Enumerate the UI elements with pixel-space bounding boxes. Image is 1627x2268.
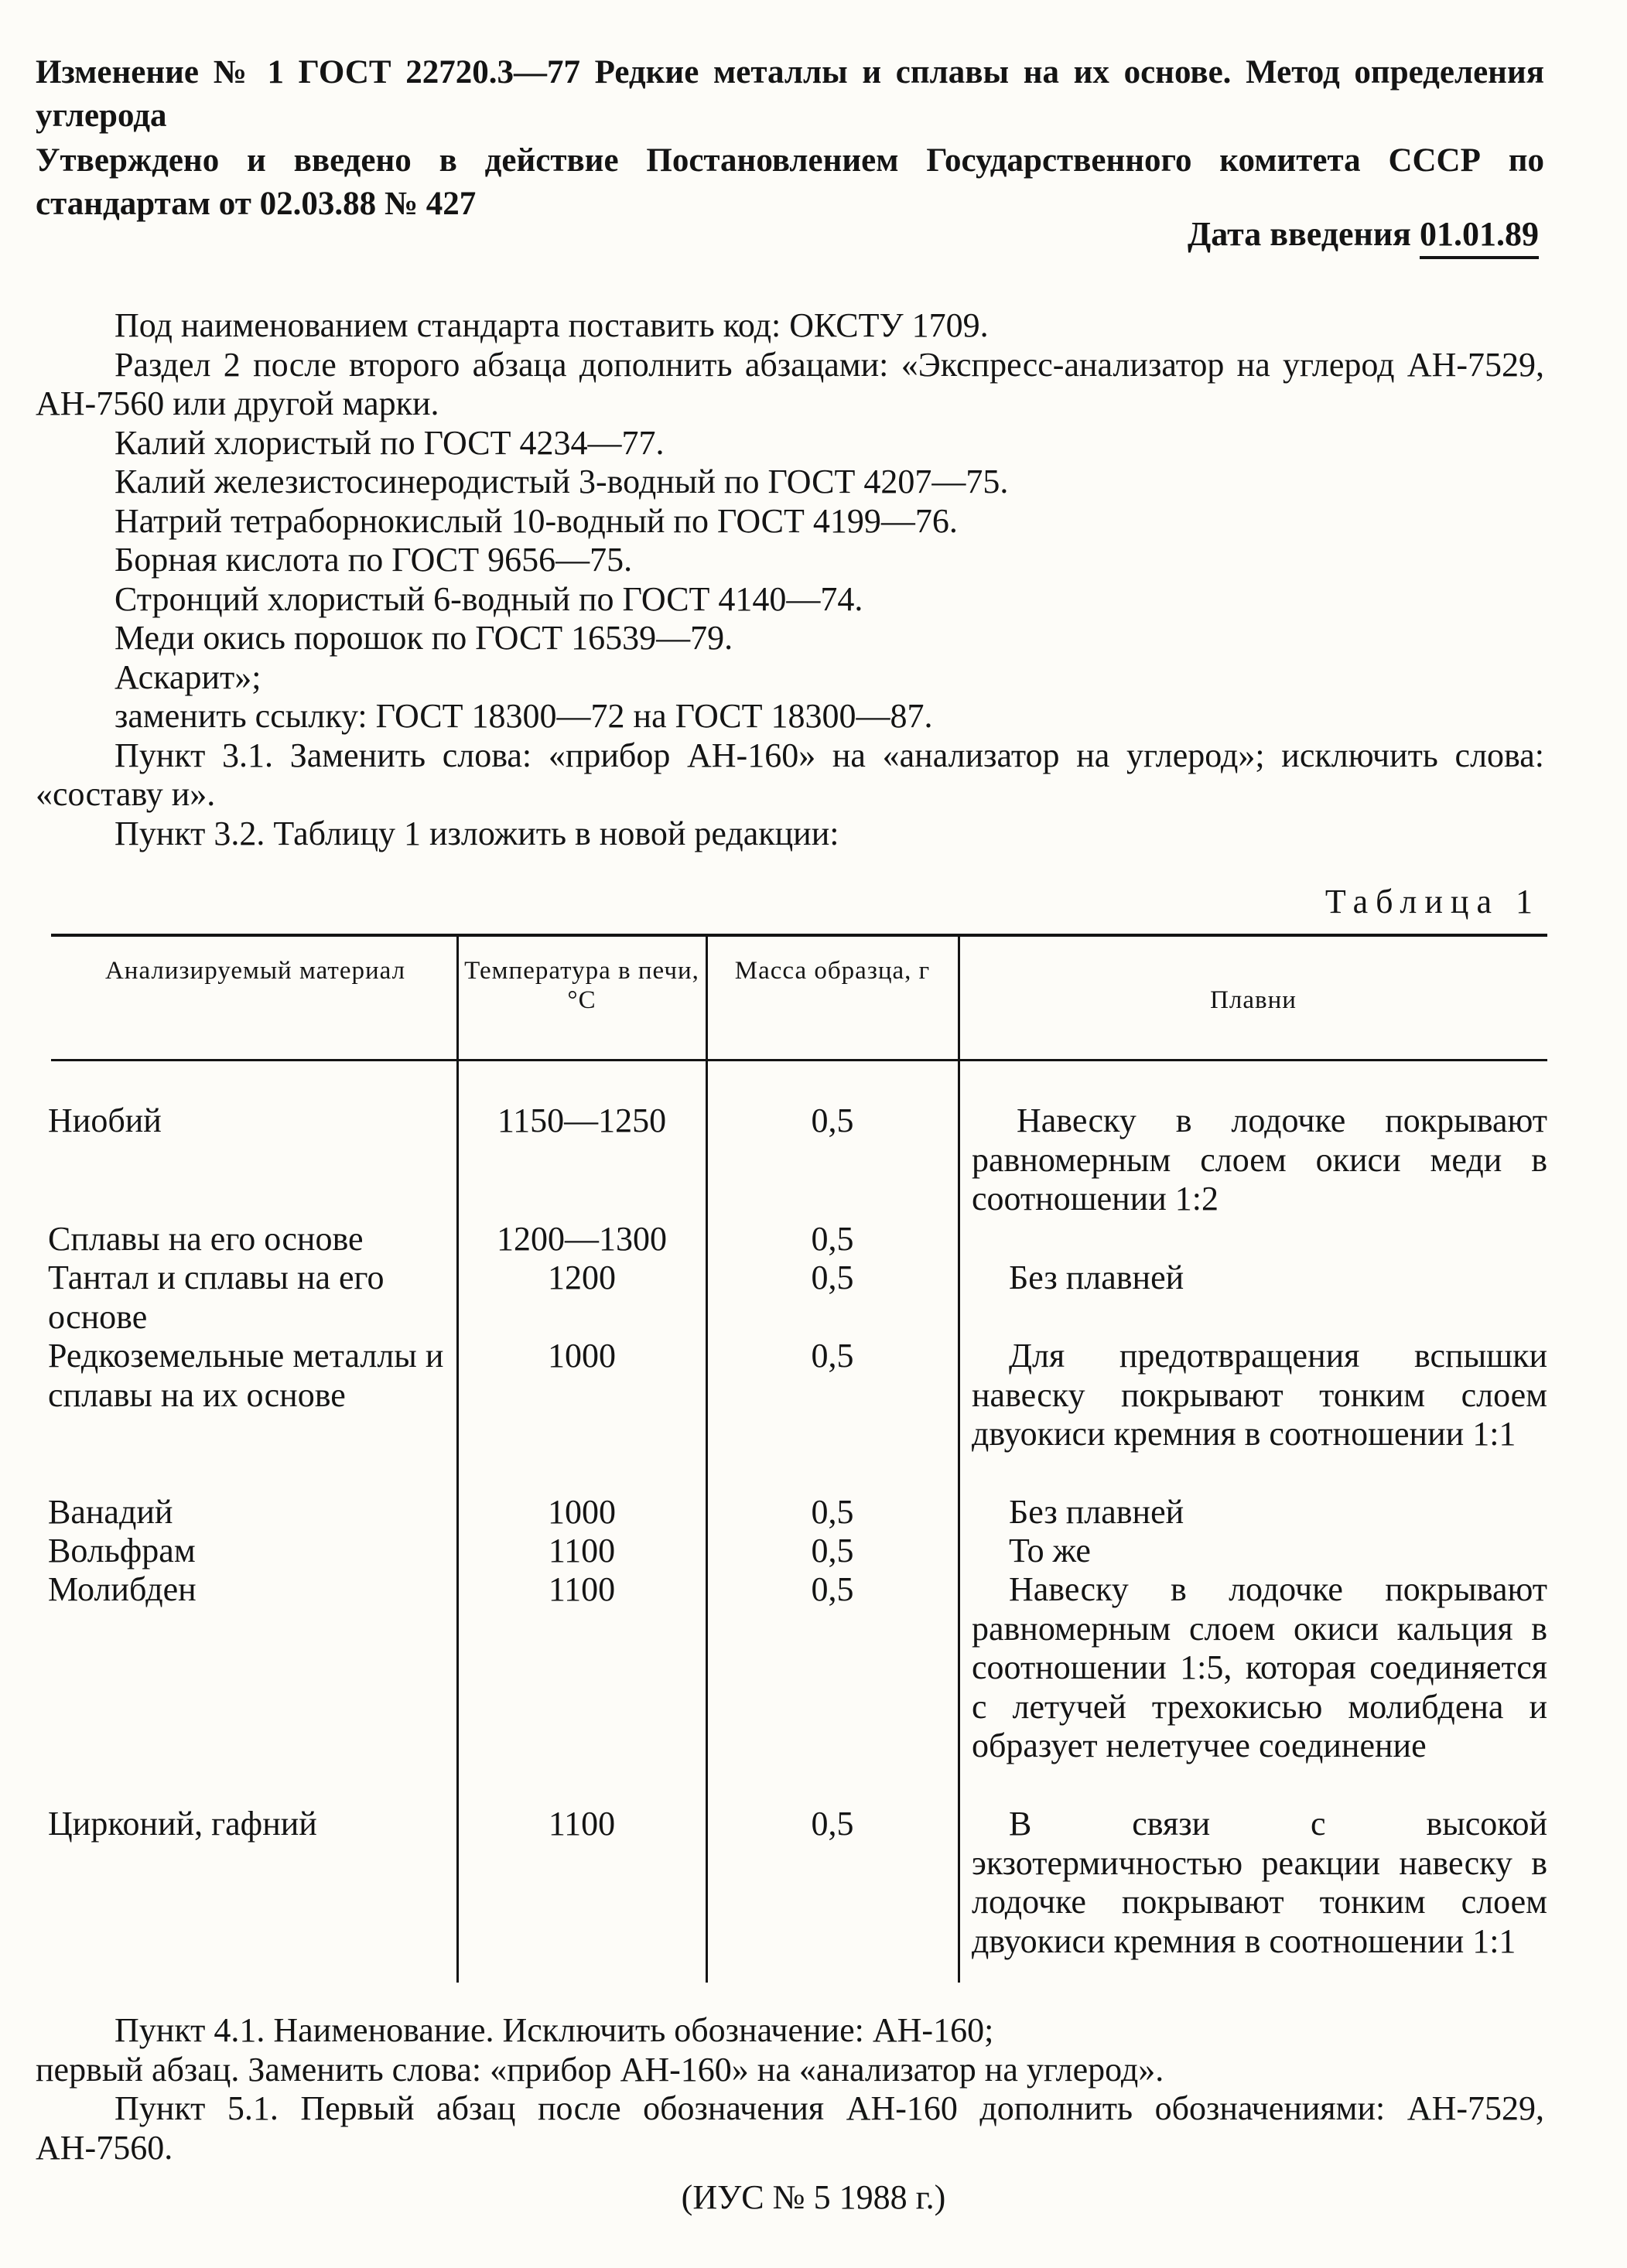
paragraph: Борная кислота по ГОСТ 9656—75. [115,541,633,579]
amendment-continuation [36,2011,1544,2167]
cell-material: Ниобий [48,1102,162,1139]
column-divider [958,935,960,1983]
table-top-rule [51,934,1547,937]
cell-temperature: 1100 [548,1805,616,1843]
paragraph: Под наименованием стандарта поставить код: ОКСТУ 1709. [115,306,989,344]
cell-mass: 0,5 [811,1805,854,1843]
paragraph: заменить ссылку: ГОСТ 18300—72 на ГОСТ 18300—87. [115,697,933,735]
cell-mass: 0,5 [811,1337,854,1375]
paragraph: Натрий тетраборнокислый 10-водный по ГОСТ 4199—76. [115,501,958,540]
paragraph: Пункт 5.1. Первый абзац после обозначения АН-160 дополнить обозначениями: АН-7529, АН-7560. [36,2089,1544,2167]
table-caption: Таблица 1 [1325,883,1540,921]
cell-temperature: 1000 [548,1493,616,1531]
paragraph: Аскарит»; [115,658,261,696]
cell-mass: 0,5 [811,1532,854,1569]
header-temperature: Температура в печи, °С [464,957,699,1014]
cell-material: Вольфрам [48,1532,196,1569]
paragraph: Пункт 3.1. Заменить слова: «прибор АН-160» на «анализатор на углерод»; исключить слова: «составу и». [36,736,1544,813]
paragraph: Стронций хлористый 6-водный по ГОСТ 4140—74. [115,579,863,618]
cell-mass: 0,5 [811,1102,854,1139]
approval-statement: Утверждено и введено в действие Постановлением Государственного комитета СССР по стандартам от 02.03.88 № 427 [36,142,1544,222]
cell-material: Цирконий, гафний [48,1805,317,1843]
cell-material: Молибден [48,1570,197,1608]
paragraph: Пункт 4.1. Наименование. Исключить обозначение: АН-160; [115,2011,994,2049]
cell-mass: 0,5 [811,1259,854,1296]
effective-date-label: Дата введения [1187,215,1411,253]
header-material: Анализируемый материал [104,957,406,985]
cell-temperature: 1200 [548,1259,616,1296]
cell-flux: Навеску в лодочке покрывают равномерным слоем окиси кальция в соотношении 1:5, которая соединяется с летучей трехокисью молибдена и образует нелетучее соединение [972,1570,1547,1764]
cell-temperature: 1100 [548,1532,616,1569]
table-header-rule [51,1059,1547,1061]
cell-flux: То же [1009,1532,1091,1569]
cell-temperature: 1000 [548,1337,616,1375]
cell-flux: Навеску в лодочке покрывают равномерным слоем окиси меди в соотношении 1:2 [972,1102,1547,1218]
effective-date [1188,213,1539,256]
cell-material: Тантал и сплавы на его основе [48,1259,385,1336]
paragraph: Меди окись порошок по ГОСТ 16539—79. [115,619,733,657]
cell-material: Сплавы на его основе [48,1220,364,1258]
paragraph: первый абзац. Заменить слова: «прибор АН-160» на «анализатор на углерод». [36,2050,1164,2089]
cell-mass: 0,5 [811,1220,854,1258]
amendment-body [36,306,1544,853]
source-reference: (ИУС № 5 1988 г.) [681,2178,946,2216]
cell-temperature: 1200—1300 [497,1220,667,1258]
cell-mass: 0,5 [811,1570,854,1608]
cell-temperature: 1100 [548,1570,616,1608]
document-title: Изменение № 1 ГОСТ 22720.3—77 Редкие металлы и сплавы на их основе. Метод определения углерода [36,54,1544,134]
cell-mass: 0,5 [811,1493,854,1531]
effective-date-value: 01.01.89 [1420,215,1539,259]
cell-material: Редкоземельные металлы и сплавы на их основе [48,1337,444,1414]
paragraph: Пункт 3.2. Таблицу 1 изложить в новой редакции: [115,814,839,852]
header-mass: Масса образца, г [734,957,931,985]
header-flux: Плавни [1210,986,1297,1014]
cell-flux: Без плавней [1009,1493,1184,1531]
cell-flux: Для предотвращения вспышки навеску покрывают тонким слоем двуокиси кремния в соотношении 1:1 [972,1337,1547,1453]
cell-flux: В связи с высокой экзотермичностью реакции навеску в лодочке покрывают тонким слоем двуокиси кремния в соотношении 1:1 [972,1805,1547,1960]
cell-flux: Без плавней [1009,1259,1184,1296]
paragraph: Раздел 2 после второго абзаца дополнить абзацами: «Экспресс-анализатор на углерод АН-7529, АН-7560 или другой марки. [36,345,1544,422]
cell-temperature: 1150—1250 [497,1102,667,1139]
paragraph: Калий железистосинеродистый 3-водный по ГОСТ 4207—75. [115,463,1009,500]
cell-material: Ванадий [48,1493,173,1531]
paragraph: Калий хлористый по ГОСТ 4234—77. [115,423,665,462]
